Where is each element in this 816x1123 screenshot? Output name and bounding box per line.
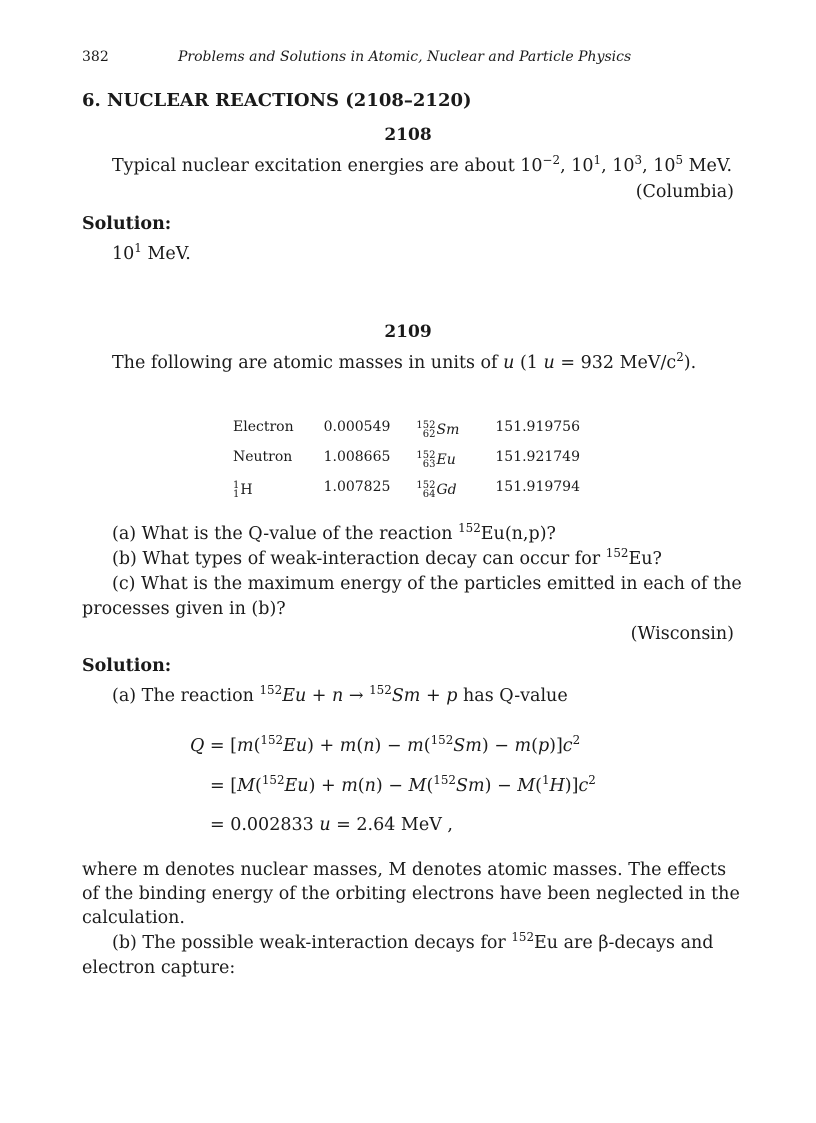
atomic-mass-table	[228, 412, 588, 502]
nuclide-mass: 151.921749	[495, 449, 580, 465]
question-a: (a) What is the Q-value of the reaction $^{152}$Eu(n,p)?	[112, 521, 556, 544]
section-title: 6. NUCLEAR REACTIONS (2108–2120)	[82, 90, 472, 111]
question-c-line1: (c) What is the maximum energy of the particles emitted in each of the	[112, 574, 742, 594]
question-c-line2: processes given in (b)?	[82, 599, 286, 619]
problem-2109-intro: The following are atomic masses in units of u (1 u = 932 MeV/$c^2$).	[112, 350, 697, 373]
nuclide-mass: 151.919756	[495, 419, 580, 435]
equation-line-1: $Q = [m(^{152}Eu) + m(n) - m(^{152}Sm) - m(p)]c^2$	[190, 733, 581, 756]
problem-2108-source: (Columbia)	[635, 182, 734, 202]
particle-label: Neutron	[233, 449, 293, 465]
running-title: Problems and Solutions in Atomic, Nuclear and Particle Physics	[178, 49, 632, 65]
particle-mass: 0.000549	[323, 419, 391, 435]
nuclide-mass: 151.919794	[495, 479, 580, 495]
solution-label-2108: Solution:	[82, 214, 172, 234]
paragraph-line: of the binding energy of the orbiting electrons have been neglected in the	[82, 884, 740, 904]
table-row	[228, 442, 588, 472]
problem-number-2109: 2109	[384, 322, 432, 342]
nuclide-symbol: 152 62 Sm	[416, 419, 460, 440]
problem-2108-question: Typical nuclear excitation energies are about $10^{-2}$, $10^1$, $10^3$, $10^5$ MeV.	[112, 153, 733, 176]
solution-a-intro: (a) The reaction $^{152}$Eu + n → $^{152}$Sm + p has Q-value	[112, 683, 568, 706]
problem-2109-source: (Wisconsin)	[630, 624, 734, 644]
nuclide-symbol: 152 63 Eu	[416, 449, 456, 470]
nuclide-symbol: 152 64 Gd	[416, 479, 457, 500]
paragraph-line: electron capture:	[82, 958, 236, 978]
equation-line-3: = 0.002833 u = 2.64 MeV ,	[210, 815, 453, 835]
particle-mass: 1.008665	[323, 449, 391, 465]
problem-number-2108: 2108	[384, 125, 432, 145]
particle-label: Electron	[233, 419, 294, 435]
table-row	[228, 412, 588, 442]
paragraph-line: (b) The possible weak-interaction decays for $^{152}$Eu are β-decays and	[112, 930, 714, 953]
paragraph-line: where m denotes nuclear masses, M denotes atomic masses. The effects	[82, 860, 727, 880]
page-number: 382	[82, 49, 109, 65]
equation-line-2: = $[M(^{152}Eu) + m(n) - M(^{152}Sm) - M(^1H)]c^2$	[210, 773, 596, 796]
table-row	[228, 472, 588, 502]
paragraph-line: calculation.	[82, 908, 185, 928]
particle-label: 1 1 H	[233, 479, 253, 500]
particle-mass: 1.007825	[323, 479, 391, 495]
solution-label-2109: Solution:	[82, 656, 172, 676]
problem-2108-answer: $10^1$ MeV.	[112, 241, 191, 264]
question-b: (b) What types of weak-interaction decay can occur for $^{152}$Eu?	[112, 546, 662, 569]
